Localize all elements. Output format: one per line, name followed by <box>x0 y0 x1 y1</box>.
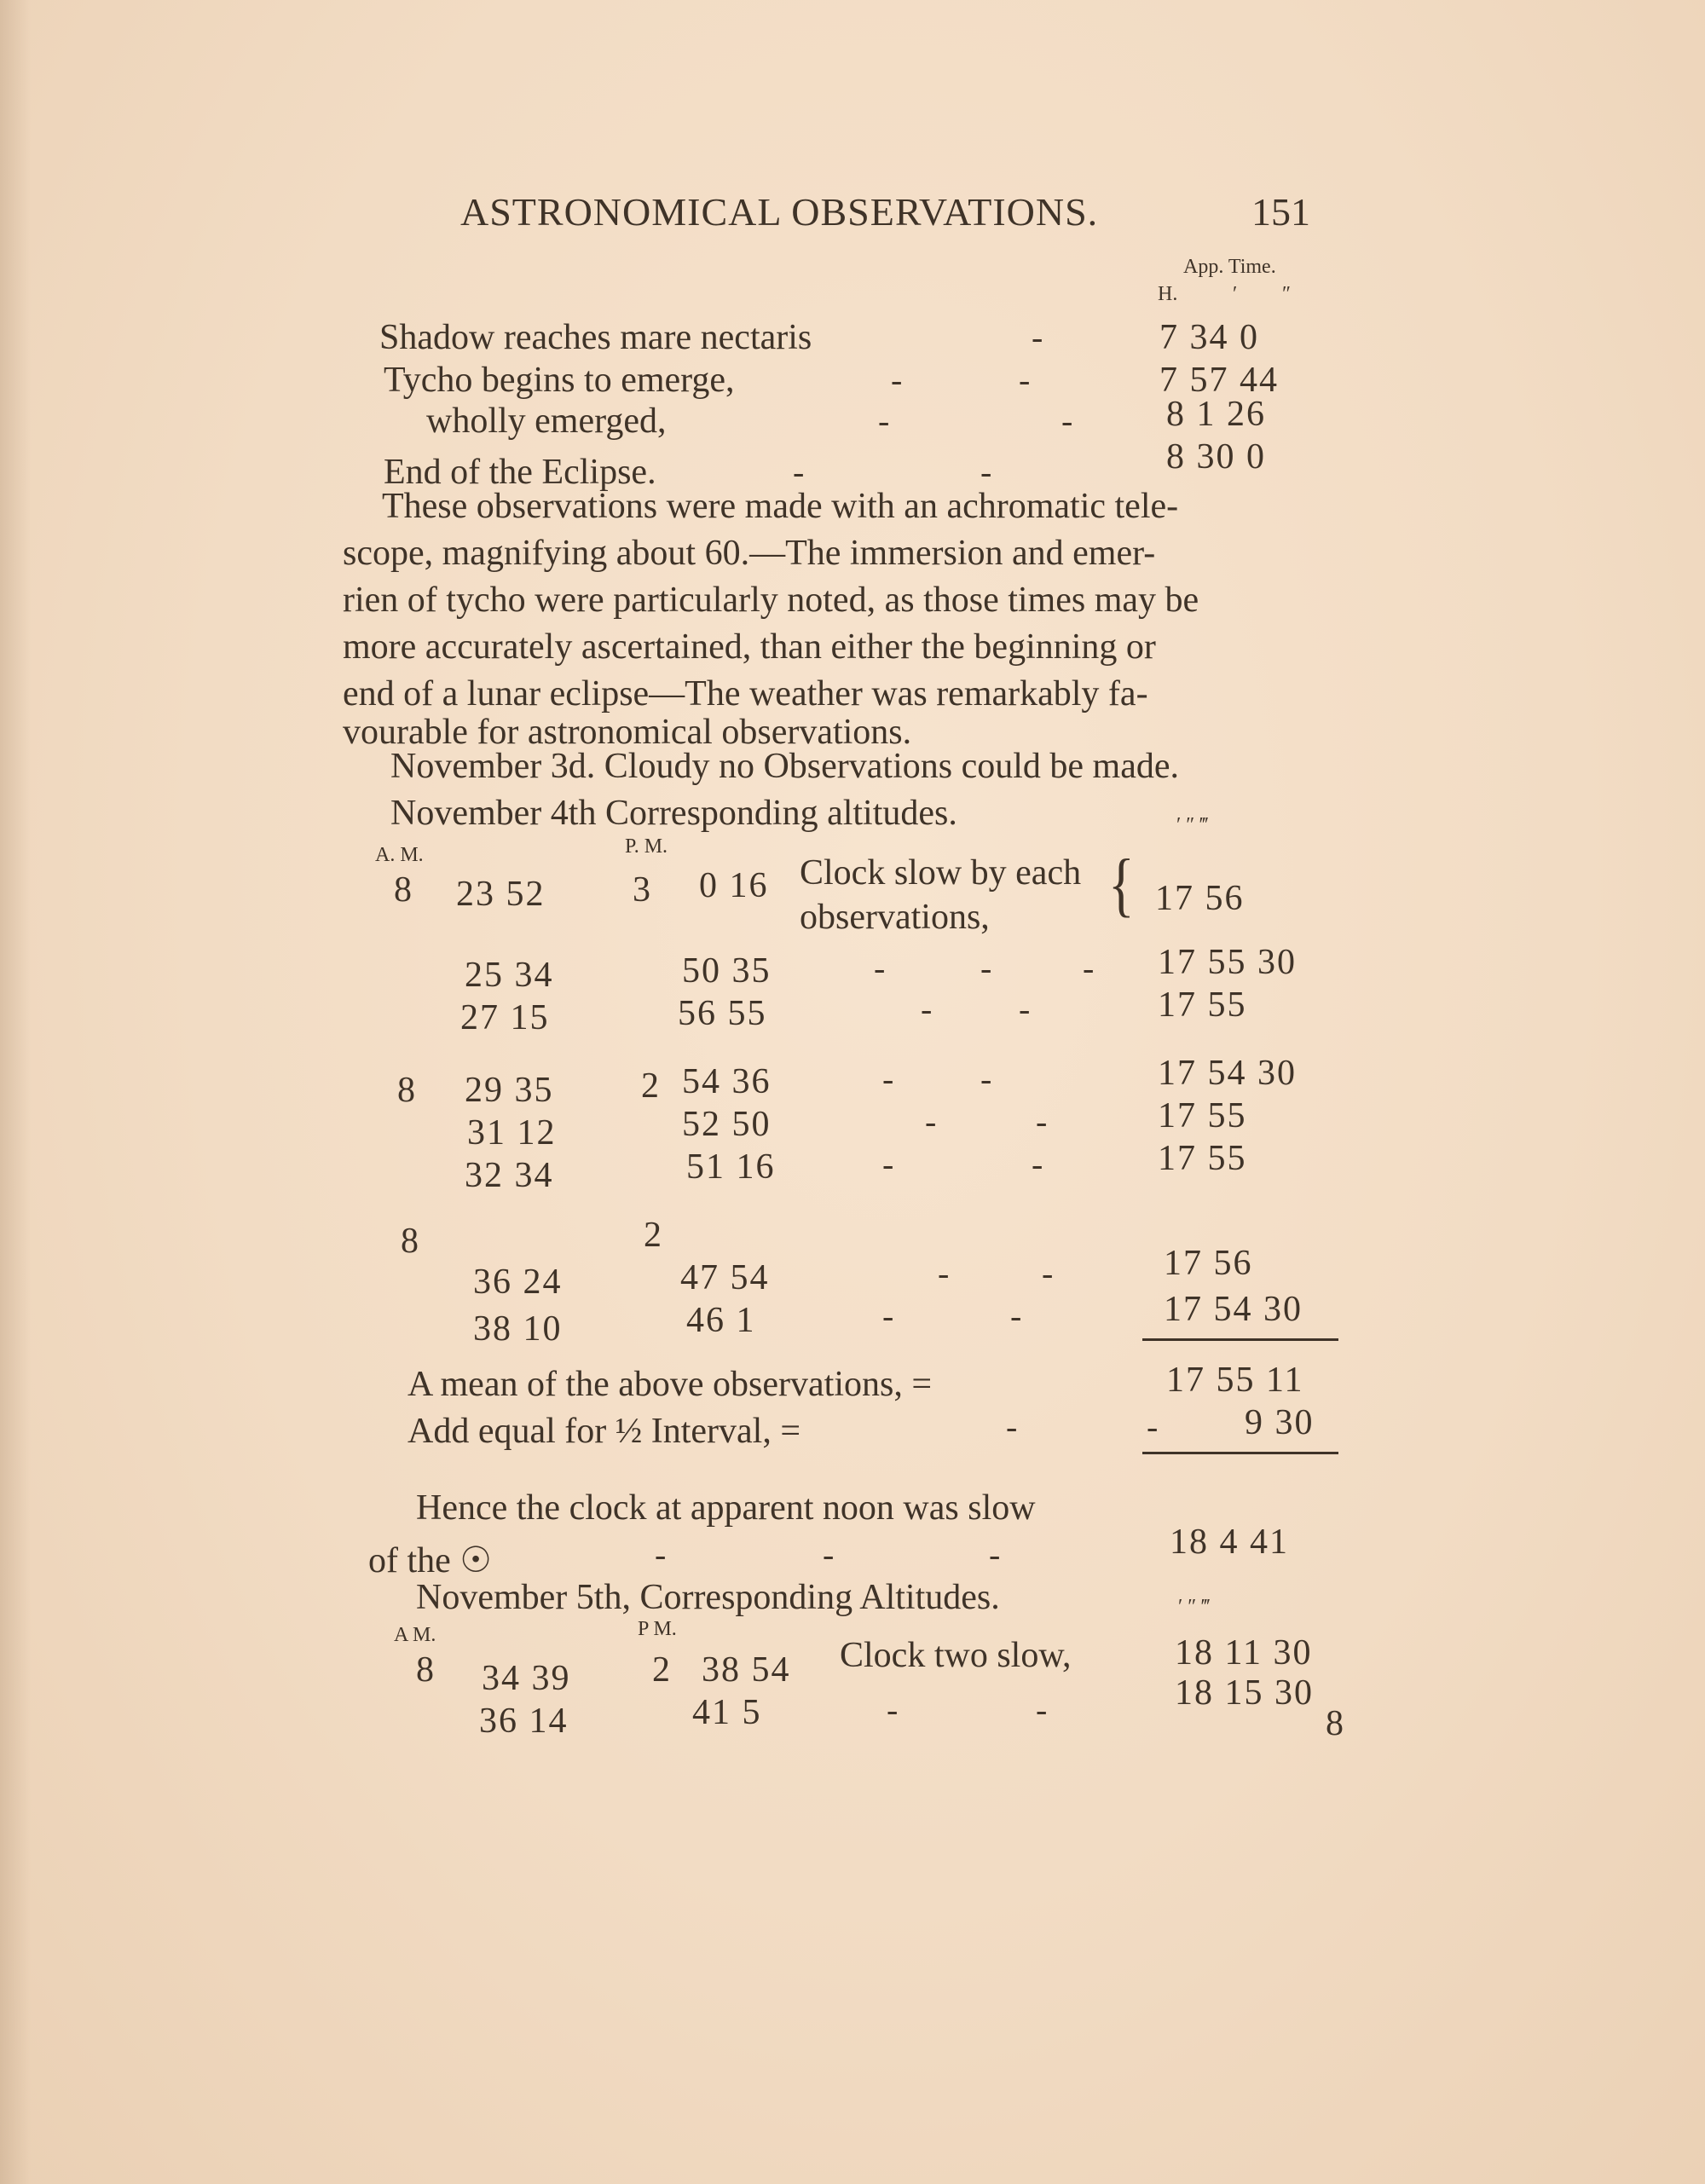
leader-dash: - <box>874 949 886 987</box>
result: 17 54 30 <box>1164 1290 1303 1329</box>
hence-line: of the ☉ <box>368 1541 492 1580</box>
leader-dash: - <box>882 1060 894 1098</box>
eclipse-event: Shadow reaches mare nectaris <box>379 318 812 357</box>
page-number: 151 <box>1251 190 1310 234</box>
am-label: A M. <box>394 1624 436 1646</box>
am-time: 29 35 <box>465 1071 554 1110</box>
leader-dash: - <box>1032 318 1043 356</box>
paragraph-line: end of a lunar eclipse—The weather was remarkably fa- <box>343 674 1148 714</box>
leader-dash: - <box>793 453 805 491</box>
units-label: ′ ″ ‴ <box>1176 814 1209 836</box>
pm-hour: 3 <box>633 870 652 910</box>
catchword: 8 <box>1326 1704 1345 1743</box>
leader-dash: - <box>1019 361 1031 399</box>
am-time: 32 34 <box>465 1156 554 1195</box>
leader-dash: - <box>938 1254 950 1292</box>
nov4-heading: November 4th Corresponding altitudes. <box>390 794 957 833</box>
leader-dash: - <box>887 1690 899 1729</box>
paragraph-line: vourable for astronomical observations. <box>343 713 912 752</box>
leader-dash: - <box>1083 949 1095 987</box>
am-time: 38 10 <box>473 1309 563 1349</box>
pm-hour: 2 <box>652 1650 672 1690</box>
result: 18 15 30 <box>1175 1673 1314 1713</box>
clock-note: observations, <box>800 898 990 937</box>
paragraph-line: scope, magnifying about 60.—The immersion and emer- <box>343 534 1156 573</box>
leader-dash: - <box>980 949 992 987</box>
result: 18 11 30 <box>1175 1633 1313 1673</box>
leader-dash: - <box>1061 402 1073 440</box>
am-time: 34 39 <box>482 1659 571 1698</box>
pm-label: P. M. <box>625 835 668 858</box>
am-label: A. M. <box>375 844 424 866</box>
leader-dash: - <box>925 1102 937 1141</box>
am-hour: 8 <box>416 1650 436 1690</box>
minutes-label: ′ <box>1233 283 1238 305</box>
pm-time: 47 54 <box>680 1258 770 1297</box>
paragraph-line: These observations were made with an achromatic tele- <box>382 487 1179 526</box>
app-time-label: App. Time. <box>1183 256 1276 278</box>
leader-dash: - <box>921 990 933 1028</box>
leader-dash: - <box>655 1535 667 1574</box>
am-time: 27 15 <box>460 998 550 1037</box>
am-time: 31 12 <box>467 1113 557 1153</box>
am-hour: 8 <box>397 1071 417 1110</box>
am-time: 36 24 <box>473 1262 563 1302</box>
pm-time: 52 50 <box>682 1105 772 1144</box>
leader-dash: - <box>882 1297 894 1335</box>
nov3-entry: November 3d. Cloudy no Observations could be made. <box>390 747 1179 786</box>
hence-line: Hence the clock at apparent noon was slow <box>416 1488 1036 1528</box>
mean-label: A mean of the above observations, = <box>407 1365 933 1404</box>
eclipse-time: 7 34 0 <box>1159 318 1259 357</box>
mean-value: 17 55 11 <box>1166 1361 1304 1400</box>
pm-time: 50 35 <box>682 951 772 991</box>
pm-time: 51 16 <box>686 1147 776 1187</box>
am-hour: 8 <box>401 1222 420 1261</box>
running-title: ASTRONOMICAL OBSERVATIONS. <box>460 190 1099 234</box>
am-hour: 8 <box>394 870 413 910</box>
pm-time: 56 55 <box>678 994 767 1033</box>
leader-dash: - <box>1036 1690 1048 1729</box>
am-time: 25 34 <box>465 956 554 995</box>
pm-time: 41 5 <box>692 1693 762 1732</box>
result: 17 56 <box>1155 879 1245 918</box>
leader-dash: - <box>1147 1407 1159 1446</box>
eclipse-time: 8 1 26 <box>1166 395 1266 434</box>
leader-dash: - <box>1042 1254 1054 1292</box>
page-gutter-shadow <box>0 0 31 2184</box>
leader-dash: - <box>823 1535 835 1574</box>
sum-rule <box>1142 1452 1338 1454</box>
eclipse-event: wholly emerged, <box>426 402 667 441</box>
sum-rule <box>1142 1338 1338 1341</box>
seconds-label: ″ <box>1282 283 1291 305</box>
nov5-heading: November 5th, Corresponding Altitudes. <box>416 1578 1000 1617</box>
hours-label: H. <box>1158 283 1178 305</box>
leader-dash: - <box>1032 1145 1043 1183</box>
eclipse-event: Tycho begins to emerge, <box>384 361 735 400</box>
leader-dash: - <box>989 1535 1001 1574</box>
brace: { <box>1108 845 1135 924</box>
result: 17 55 30 <box>1158 943 1297 982</box>
leader-dash: - <box>878 402 890 440</box>
add-value: 9 30 <box>1245 1403 1315 1442</box>
am-time: 36 14 <box>479 1702 569 1741</box>
clock-note: Clock slow by each <box>800 853 1082 893</box>
leader-dash: - <box>1010 1297 1022 1335</box>
paragraph-line: more accurately ascertained, than either the beginning or <box>343 627 1156 667</box>
leader-dash: - <box>1036 1102 1048 1141</box>
result: 17 55 <box>1158 1096 1247 1135</box>
leader-dash: - <box>891 361 903 399</box>
hence-value: 18 4 41 <box>1170 1522 1289 1562</box>
leader-dash: - <box>882 1145 894 1183</box>
paragraph-line: rien of tycho were particularly noted, as those times may be <box>343 581 1199 620</box>
pm-hour: 2 <box>644 1216 663 1255</box>
eclipse-time: 8 30 0 <box>1166 437 1266 477</box>
eclipse-event: End of the Eclipse. <box>384 453 656 492</box>
leader-dash: - <box>1006 1407 1018 1446</box>
am-time: 23 52 <box>456 875 546 914</box>
result: 17 54 30 <box>1158 1054 1297 1093</box>
result: 17 56 <box>1164 1244 1253 1283</box>
units-label: ′ ″ ‴ <box>1178 1596 1211 1618</box>
add-label: Add equal for ½ Interval, = <box>407 1412 801 1451</box>
leader-dash: - <box>980 1060 992 1098</box>
pm-label: P M. <box>638 1618 677 1640</box>
pm-time: 38 54 <box>702 1650 791 1690</box>
pm-time: 0 16 <box>699 866 769 905</box>
pm-time: 46 1 <box>686 1301 756 1340</box>
leader-dash: - <box>980 453 992 491</box>
pm-hour: 2 <box>641 1066 661 1106</box>
result: 17 55 <box>1158 1139 1247 1178</box>
eclipse-time: 7 57 44 <box>1159 361 1279 400</box>
result: 17 55 <box>1158 985 1247 1025</box>
clock-note: Clock two slow, <box>840 1636 1072 1675</box>
leader-dash: - <box>1019 990 1031 1028</box>
pm-time: 54 36 <box>682 1062 772 1101</box>
